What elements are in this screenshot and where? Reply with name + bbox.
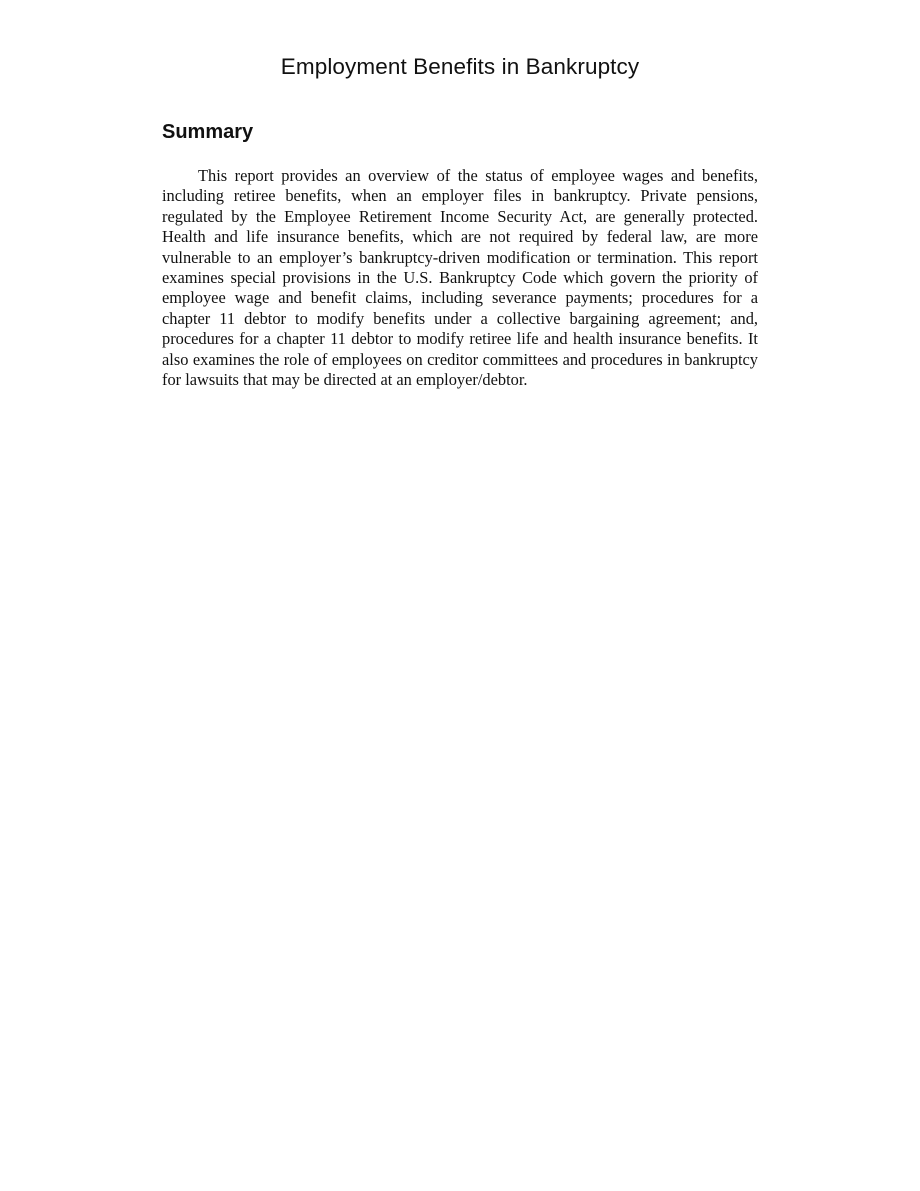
summary-paragraph: This report provides an overview of the status of employee wages and benefits, including retiree benefits, when an employer files in bankruptcy. Private pensions, regulated by the Employee Retirement Income Security Act, are generally protected. Health and life insurance benefits, which are not required by federal law, are more vulnerable to an employer’s bankruptcy-driven modification or termination. This report examines special provisions in the U.S. Bankruptcy Code which govern the priority of employee wage and benefit claims, including severance payments; procedures for a chapter 11 debtor to modify benefits under a collective bargaining agreement; and, procedures for a chapter 11 debtor to modify retiree life and health insurance benefits. It also examines the role of employees on creditor committees and procedures in bankruptcy for lawsuits that may be directed at an employer/debtor. bbox=[162, 166, 758, 390]
summary-heading: Summary bbox=[162, 121, 254, 143]
document-title: Employment Benefits in Bankruptcy bbox=[280, 54, 640, 79]
